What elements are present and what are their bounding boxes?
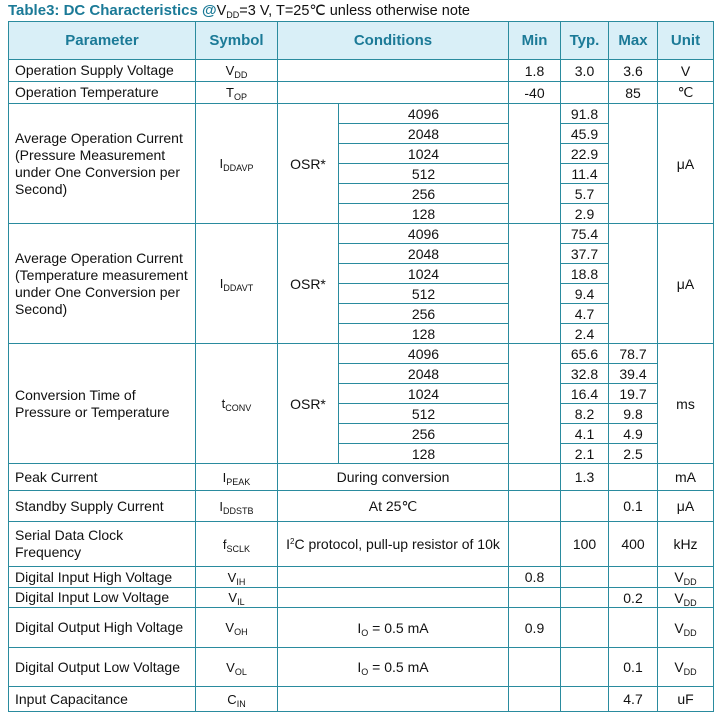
osr-value-cell: 128 — [339, 444, 509, 464]
table-row — [9, 588, 714, 608]
table-row — [9, 464, 714, 491]
conditions-cell — [278, 588, 509, 608]
parameter-cell: Serial Data Clock Frequency — [9, 522, 196, 567]
min-cell: -40 — [509, 82, 561, 104]
typ-cell: 9.4 — [561, 284, 609, 304]
max-cell: 39.4 — [609, 364, 658, 384]
unit-cell: ℃ — [658, 82, 714, 104]
max-cell — [609, 224, 658, 344]
typ-cell: 18.8 — [561, 264, 609, 284]
header-max: Max — [609, 22, 658, 60]
parameter-cell: Input Capacitance — [9, 687, 196, 712]
typ-cell: 8.2 — [561, 404, 609, 424]
osr-value-cell: 256 — [339, 424, 509, 444]
symbol-cell: $C_{IN}$ — [196, 687, 278, 712]
max-cell — [609, 608, 658, 648]
typ-cell: 32.8 — [561, 364, 609, 384]
typ-cell — [561, 82, 609, 104]
max-cell — [609, 464, 658, 491]
symbol-cell: $V_{DD}$ — [196, 60, 278, 82]
unit-cell: mA — [658, 464, 714, 491]
header-row — [9, 22, 714, 60]
typ-cell: 5.7 — [561, 184, 609, 204]
table-row — [9, 344, 714, 364]
symbol-cell: $I_{PEAK}$ — [196, 464, 278, 491]
typ-cell: 4.7 — [561, 304, 609, 324]
parameter-cell: Average Operation Current (Temperature measurement under One Conversion per Second) — [9, 224, 196, 344]
title-vdd: $V_{DD}=3$ V, T=25℃ unless otherwise note — [216, 3, 470, 20]
osr-value-cell: 4096 — [339, 104, 509, 124]
unit-cell: $V_{DD}$ — [658, 567, 714, 588]
max-cell: 4.9 — [609, 424, 658, 444]
conditions-cell — [278, 567, 509, 588]
parameter-cell: Digital Input High Voltage — [9, 567, 196, 588]
unit-cell: ms — [658, 344, 714, 464]
dc-characteristics-table — [8, 21, 714, 712]
min-cell: 1.8 — [509, 60, 561, 82]
conditions-cell — [278, 82, 509, 104]
unit-cell: μA — [658, 491, 714, 522]
min-cell — [509, 224, 561, 344]
typ-cell: 1.3 — [561, 464, 609, 491]
table-row — [9, 687, 714, 712]
conditions-cell: At 25℃ — [278, 491, 509, 522]
unit-cell: μA — [658, 104, 714, 224]
unit-cell: $V_{DD}$ — [658, 608, 714, 648]
osr-value-cell: 4096 — [339, 344, 509, 364]
table-row — [9, 608, 714, 648]
max-cell — [609, 567, 658, 588]
typ-cell: 2.4 — [561, 324, 609, 344]
conditions-cell: During conversion — [278, 464, 509, 491]
unit-cell: μA — [658, 224, 714, 344]
conditions-cell: $I_O = 0.5$ mA — [278, 608, 509, 648]
parameter-cell: Operation Temperature — [9, 82, 196, 104]
typ-cell: 4.1 — [561, 424, 609, 444]
max-cell: 2.5 — [609, 444, 658, 464]
table-row — [9, 648, 714, 687]
parameter-cell: Conversion Time of Pressure or Temperature — [9, 344, 196, 464]
min-cell — [509, 464, 561, 491]
typ-cell — [561, 687, 609, 712]
typ-cell — [561, 608, 609, 648]
osr-value-cell: 1024 — [339, 144, 509, 164]
symbol-cell: $t_{CONV}$ — [196, 344, 278, 464]
max-cell: 400 — [609, 522, 658, 567]
symbol-cell: $I_{DDAVP}$ — [196, 104, 278, 224]
typ-cell — [561, 588, 609, 608]
parameter-cell: Digital Output Low Voltage — [9, 648, 196, 687]
symbol-cell: $V_{OH}$ — [196, 608, 278, 648]
symbol-cell: $V_{IL}$ — [196, 588, 278, 608]
table-row — [9, 224, 714, 244]
parameter-cell: Operation Supply Voltage — [9, 60, 196, 82]
table-row — [9, 522, 714, 567]
osr-value-cell: 256 — [339, 304, 509, 324]
title-bold: Table3: DC Characteristics @ — [8, 2, 217, 19]
min-cell: 0.9 — [509, 608, 561, 648]
typ-cell — [561, 491, 609, 522]
min-cell — [509, 491, 561, 522]
min-cell: 0.8 — [509, 567, 561, 588]
unit-cell: uF — [658, 687, 714, 712]
header-unit: Unit — [658, 22, 714, 60]
min-cell — [509, 522, 561, 567]
osr-value-cell: 1024 — [339, 384, 509, 404]
min-cell — [509, 104, 561, 224]
osr-value-cell: 2048 — [339, 364, 509, 384]
unit-cell: $V_{DD}$ — [658, 588, 714, 608]
min-cell — [509, 648, 561, 687]
parameter-cell: Digital Input Low Voltage — [9, 588, 196, 608]
min-cell — [509, 588, 561, 608]
osr-value-cell: 128 — [339, 324, 509, 344]
table-title — [8, 2, 470, 19]
osr-value-cell: 2048 — [339, 124, 509, 144]
unit-cell: $V_{DD}$ — [658, 648, 714, 687]
max-cell: 0.2 — [609, 588, 658, 608]
conditions-cell — [278, 687, 509, 712]
max-cell: 78.7 — [609, 344, 658, 364]
parameter-cell: Standby Supply Current — [9, 491, 196, 522]
table-row — [9, 491, 714, 522]
header-symbol: Symbol — [196, 22, 278, 60]
max-cell: 3.6 — [609, 60, 658, 82]
table-row — [9, 104, 714, 124]
osr-value-cell: 128 — [339, 204, 509, 224]
parameter-cell: Peak Current — [9, 464, 196, 491]
symbol-cell: $I_{DDSTB}$ — [196, 491, 278, 522]
max-cell: 9.8 — [609, 404, 658, 424]
typ-cell: 2.1 — [561, 444, 609, 464]
conditions-cell: OSR* — [278, 104, 339, 224]
header-min: Min — [509, 22, 561, 60]
unit-cell: kHz — [658, 522, 714, 567]
symbol-cell: $V_{IH}$ — [196, 567, 278, 588]
conditions-cell: $I^2C$ protocol, pull-up resistor of 10k — [278, 522, 509, 567]
min-cell — [509, 687, 561, 712]
table-row — [9, 567, 714, 588]
max-cell: 19.7 — [609, 384, 658, 404]
typ-cell: 11.4 — [561, 164, 609, 184]
conditions-cell: $I_O = 0.5$ mA — [278, 648, 509, 687]
osr-value-cell: 1024 — [339, 264, 509, 284]
typ-cell: 65.6 — [561, 344, 609, 364]
parameter-cell: Digital Output High Voltage — [9, 608, 196, 648]
header-typ: Typ. — [561, 22, 609, 60]
parameter-cell: Average Operation Current (Pressure Measurement under One Conversion per Second) — [9, 104, 196, 224]
typ-cell: 2.9 — [561, 204, 609, 224]
typ-cell: 75.4 — [561, 224, 609, 244]
max-cell: 85 — [609, 82, 658, 104]
typ-cell: 45.9 — [561, 124, 609, 144]
unit-cell: V — [658, 60, 714, 82]
typ-cell: 100 — [561, 522, 609, 567]
header-conditions: Conditions — [278, 22, 509, 60]
symbol-cell: $T_{OP}$ — [196, 82, 278, 104]
conditions-cell: OSR* — [278, 224, 339, 344]
osr-value-cell: 4096 — [339, 224, 509, 244]
osr-value-cell: 512 — [339, 284, 509, 304]
typ-cell: 37.7 — [561, 244, 609, 264]
typ-cell: 22.9 — [561, 144, 609, 164]
max-cell: 0.1 — [609, 648, 658, 687]
osr-value-cell: 512 — [339, 404, 509, 424]
osr-value-cell: 512 — [339, 164, 509, 184]
header-parameter: Parameter — [9, 22, 196, 60]
table-row — [9, 82, 714, 104]
symbol-cell: $V_{OL}$ — [196, 648, 278, 687]
conditions-cell — [278, 60, 509, 82]
typ-cell — [561, 567, 609, 588]
table-row — [9, 60, 714, 82]
max-cell: 4.7 — [609, 687, 658, 712]
max-cell: 0.1 — [609, 491, 658, 522]
osr-value-cell: 256 — [339, 184, 509, 204]
osr-value-cell: 2048 — [339, 244, 509, 264]
typ-cell: 16.4 — [561, 384, 609, 404]
conditions-cell: OSR* — [278, 344, 339, 464]
min-cell — [509, 344, 561, 464]
max-cell — [609, 104, 658, 224]
typ-cell: 91.8 — [561, 104, 609, 124]
symbol-cell: $I_{DDAVT}$ — [196, 224, 278, 344]
typ-cell: 3.0 — [561, 60, 609, 82]
typ-cell — [561, 648, 609, 687]
symbol-cell: $f_{SCLK}$ — [196, 522, 278, 567]
